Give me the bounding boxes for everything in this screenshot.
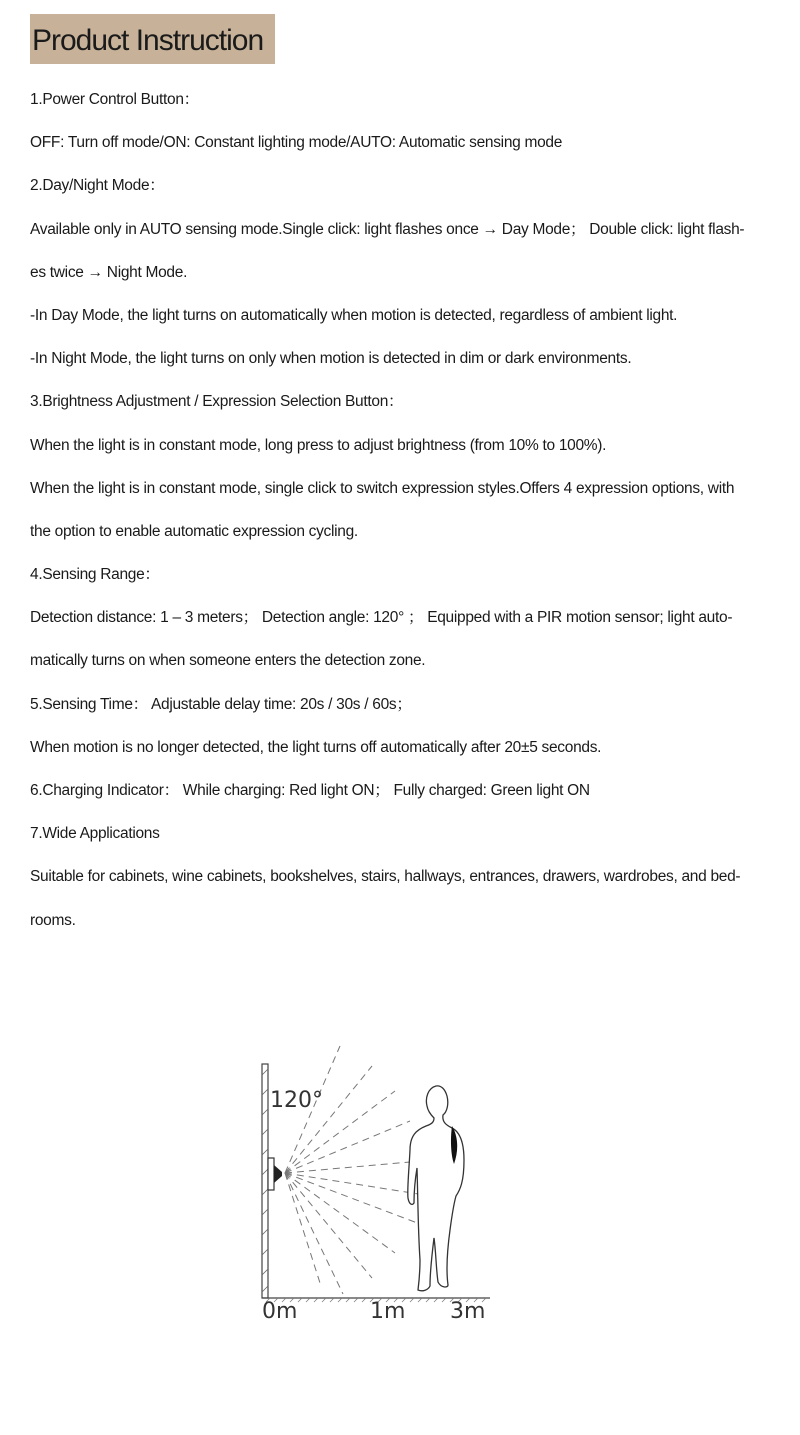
- instruction-line: es twice → Night Mode.: [30, 263, 188, 281]
- instruction-line: When motion is no longer detected, the light turns off automatically after 20±5 seconds.: [30, 738, 602, 756]
- distance-label-1m: 1m: [370, 1299, 406, 1324]
- distance-label-3m: 3m: [450, 1299, 486, 1324]
- instruction-line: When the light is in constant mode, long press to adjust brightness (from 10% to 100%).: [30, 436, 607, 454]
- distance-label-0m: 0m: [262, 1299, 298, 1324]
- section-heading-applications: 7.Wide Applications: [30, 825, 160, 843]
- angle-label: 120°: [270, 1088, 323, 1113]
- wall: [262, 1064, 268, 1298]
- section-heading-day-night: 2.Day/Night Mode：: [30, 177, 165, 195]
- instruction-line: matically turns on when someone enters the detection zone.: [30, 652, 426, 670]
- instruction-line: rooms.: [30, 911, 76, 929]
- section-heading-power: 1.Power Control Button：: [30, 91, 199, 108]
- instruction-line: Suitable for cabinets, wine cabinets, bookshelves, stairs, hallways, entrances, drawers, wardrobes, and bed-: [30, 868, 741, 886]
- instruction-line: the option to enable automatic expression cycling.: [30, 522, 358, 540]
- section-heading-brightness: 3.Brightness Adjustment / Expression Selection Button：: [30, 393, 404, 411]
- page-title: Product Instruction: [32, 24, 264, 57]
- instruction-line: -In Night Mode, the light turns on only when motion is detected in dim or dark environments.: [30, 350, 632, 368]
- instruction-line: When the light is in constant mode, single click to switch expression styles.Offers 4 expression options, with: [30, 479, 735, 497]
- sensor-device: [268, 1158, 274, 1190]
- section-heading-charging: 6.Charging Indicator： While charging: Red light ON； Fully charged: Green light ON: [30, 782, 590, 799]
- instruction-line: Detection distance: 1 – 3 meters； Detection angle: 120° ； Equipped with a PIR motion sensor; light auto-: [30, 609, 733, 627]
- person-figure: [408, 1086, 464, 1291]
- pir-lens: [274, 1165, 282, 1183]
- section-heading-sensing-time: 5.Sensing Time： Adjustable delay time: 20s / 30s / 60s；: [30, 695, 412, 713]
- instruction-line: Available only in AUTO sensing mode.Single click: light flashes once → Day Mode； Double click: light flash-: [30, 220, 745, 238]
- instruction-line: -In Day Mode, the light turns on automatically when motion is detected, regardless of ambient light.: [30, 306, 678, 324]
- section-heading-sensing-range: 4.Sensing Range：: [30, 566, 160, 584]
- instruction-line: OFF: Turn off mode/ON: Constant lighting mode/AUTO: Automatic sensing mode: [30, 134, 563, 152]
- detection-rays: [285, 1046, 425, 1294]
